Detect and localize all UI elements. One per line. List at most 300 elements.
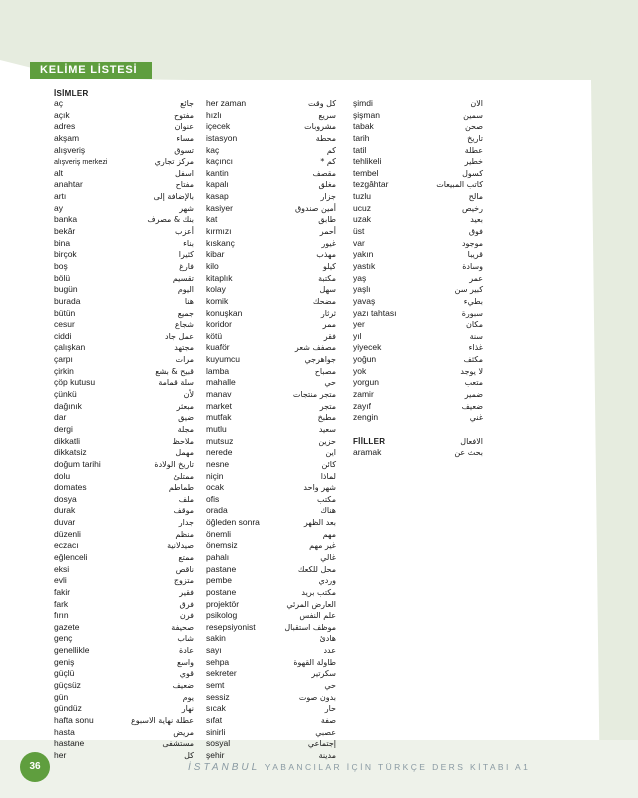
vocab-row (353, 401, 483, 413)
arabic-translation: مصباح (314, 366, 336, 376)
turkish-word: kıskanç (206, 237, 235, 248)
turkish-word: hasta (54, 726, 75, 737)
vocab-row (206, 284, 336, 296)
arabic-translation: العارض المرئي (286, 599, 336, 609)
turkish-word: lamba (206, 365, 230, 376)
arabic-translation: ضمير (464, 390, 483, 400)
vocab-row (54, 692, 194, 704)
turkish-word: yer (353, 319, 365, 330)
turkish-word: şişman (353, 109, 380, 120)
vocab-row (54, 401, 194, 413)
vocab-row (54, 98, 194, 110)
arabic-translation: مضحك (312, 296, 336, 306)
arabic-translation: موجود (461, 238, 483, 248)
arabic-translation: صيدلانية (167, 541, 194, 551)
turkish-word: var (353, 237, 365, 248)
book-title-footer (188, 762, 530, 773)
turkish-word: sıcak (206, 703, 226, 714)
vocab-row (54, 727, 194, 739)
arabic-translation: حزين (318, 436, 336, 446)
turkish-word: mutlu (206, 423, 227, 434)
arabic-translation: هناك (320, 506, 336, 516)
arabic-translation: عطلة (464, 145, 483, 155)
turkish-word: istasyon (206, 132, 238, 143)
turkish-word: niçin (206, 470, 224, 481)
arabic-translation: تقسيم (172, 273, 194, 283)
turkish-word: aç (54, 98, 63, 108)
turkish-word: gündüz (54, 703, 82, 714)
vocab-row (353, 145, 483, 157)
vocab-row (54, 471, 194, 483)
arabic-translation: شاب (177, 634, 194, 644)
turkish-word: mahalle (206, 377, 236, 388)
turkish-word: tehlikeli (353, 156, 382, 167)
vocab-row (54, 645, 194, 657)
arabic-translation: فارغ (179, 261, 194, 271)
vocab-row (206, 505, 336, 517)
vocab-row (206, 727, 336, 739)
turkish-word: tembel (353, 167, 379, 178)
turkish-word: çünkü (54, 389, 77, 400)
vocab-row (206, 133, 336, 145)
turkish-word: sekreter (206, 668, 237, 679)
turkish-word: eksi (54, 563, 70, 574)
turkish-word: eczacı (54, 540, 79, 551)
turkish-word: ucuz (353, 202, 371, 213)
arabic-translation: مطبخ (317, 413, 336, 423)
arabic-translation: ممر (322, 320, 336, 330)
arabic-translation: لأن (183, 390, 194, 400)
arabic-translation: أحمر (319, 227, 336, 237)
turkish-word: doğum tarihi (54, 458, 101, 469)
vocab-row (54, 238, 194, 250)
turkish-word: çarpı (54, 354, 73, 365)
turkish-word: genellikle (54, 645, 90, 656)
arabic-translation: حار (324, 704, 336, 714)
vocab-row (206, 389, 336, 401)
arabic-translation: متجر (319, 401, 336, 411)
arabic-translation: حي (324, 378, 336, 388)
vocab-row (54, 121, 194, 133)
vocab-row (54, 273, 194, 285)
arabic-translation: مجتهد (174, 343, 194, 353)
nouns-section-title: İSİMLER (54, 89, 89, 98)
vocab-row (353, 296, 483, 308)
vocab-row (353, 389, 483, 401)
vocab-row (206, 226, 336, 238)
turkish-word: tatil (353, 144, 367, 155)
vocab-row (206, 342, 336, 354)
turkish-word: kolay (206, 284, 226, 295)
turkish-word: evli (54, 575, 67, 586)
vocab-row (353, 308, 483, 320)
turkish-word: yok (353, 365, 367, 376)
arabic-translation: ملف (178, 494, 194, 504)
vocab-row (353, 354, 483, 366)
vocab-row (353, 191, 483, 203)
book-brand: İSTANBUL (188, 762, 261, 773)
vocab-row (353, 133, 483, 145)
arabic-translation: مكتبة (318, 273, 336, 283)
turkish-word: hızlı (206, 109, 222, 120)
turkish-word: çalışkan (54, 342, 86, 353)
turkish-word: mutsuz (206, 435, 234, 446)
turkish-word: artı (54, 191, 67, 202)
vocab-row (54, 447, 194, 459)
arabic-translation: طاولة القهوة (293, 657, 336, 667)
arabic-translation: كيلو (322, 261, 336, 271)
vocab-row (206, 552, 336, 564)
turkish-word: dolu (54, 470, 71, 481)
vocab-row (54, 354, 194, 366)
arabic-translation: مهمل (175, 448, 194, 458)
turkish-word: manav (206, 389, 232, 400)
turkish-word: yazı tahtası (353, 307, 397, 318)
arabic-translation: بالإضافة إلى (153, 192, 194, 202)
vocab-row (353, 238, 483, 250)
vocab-row (206, 599, 336, 611)
vocab-row (353, 261, 483, 273)
turkish-word: cesur (54, 319, 75, 330)
arabic-translation: كثيرا (178, 250, 194, 260)
vocab-row (54, 319, 194, 331)
arabic-translation: مجلة (177, 424, 194, 434)
turkish-word: eğlenceli (54, 551, 88, 562)
arabic-translation: كم * (320, 157, 336, 167)
arabic-translation: مالح (468, 192, 483, 202)
turkish-word: hastane (54, 738, 85, 749)
arabic-translation: سمين (463, 110, 483, 120)
turkish-word: yaşlı (353, 284, 371, 295)
turkish-word: burada (54, 295, 81, 306)
vocab-row (54, 494, 194, 506)
vocab-row (206, 564, 336, 576)
vocab-row (206, 645, 336, 657)
vocab-row (54, 668, 194, 680)
verbs-section-title: FİİLLER (353, 436, 386, 446)
vocab-row (54, 191, 194, 203)
arabic-translation: جميع (177, 308, 194, 318)
turkish-word: resepsiyonist (206, 621, 256, 632)
vocab-row (54, 703, 194, 715)
arabic-translation: كل وقت (308, 99, 336, 108)
arabic-translation: كسول (462, 168, 483, 178)
turkish-word: gün (54, 691, 69, 702)
turkish-word: market (206, 400, 232, 411)
vocab-row (353, 412, 483, 424)
vocab-row (206, 622, 336, 634)
vocab-row (206, 587, 336, 599)
arabic-translation: مهذب (316, 250, 336, 260)
turkish-word: projektör (206, 598, 240, 609)
turkish-word: çirkin (54, 365, 74, 376)
vocab-row (54, 599, 194, 611)
arabic-translation: سريع (318, 110, 336, 120)
vocab-row (54, 226, 194, 238)
arabic-translation: علم النفس (299, 611, 336, 621)
arabic-translation: طماطم (168, 483, 194, 493)
vocab-row (353, 121, 483, 133)
arabic-translation: مبعثر (176, 401, 194, 411)
vocab-row (353, 156, 483, 168)
arabic-translation: سهل (319, 285, 336, 295)
arabic-translation: أعزب (175, 227, 194, 237)
arabic-translation: غالي (320, 552, 336, 562)
vocab-row (54, 110, 194, 122)
turkish-word: kırmızı (206, 226, 232, 237)
vocab-row (54, 575, 194, 587)
vocab-row (206, 680, 336, 692)
arabic-translation: غذاء (468, 343, 483, 353)
arabic-translation: كل (184, 750, 194, 760)
vocab-row (206, 529, 336, 541)
turkish-word: kantin (206, 167, 229, 178)
arabic-translation: بعيد (470, 215, 483, 225)
turkish-word: birçok (54, 249, 77, 260)
page-number-badge: 36 (20, 752, 50, 782)
arabic-translation: قبيح & بشع (155, 366, 194, 376)
vocab-row (54, 133, 194, 145)
arabic-translation: محل للكعك (297, 564, 336, 574)
turkish-word: anahtar (54, 179, 83, 190)
arabic-translation: بعد الظهر (303, 518, 336, 528)
turkish-word: dikkatsiz (54, 447, 87, 458)
turkish-word: yastık (353, 260, 376, 271)
vocabulary-list-banner: KELİME LİSTESİ (30, 62, 152, 79)
turkish-word: zamir (353, 389, 374, 400)
turkish-word: dar (54, 412, 67, 423)
vocab-row (206, 168, 336, 180)
arabic-translation: مفتوح (173, 110, 194, 120)
turkish-word: kuaför (206, 342, 230, 353)
vocab-row (206, 575, 336, 587)
arabic-translation: يوم (182, 692, 194, 702)
vocab-row (353, 377, 483, 389)
turkish-word: bekâr (54, 226, 76, 237)
vocab-row (54, 680, 194, 692)
turkish-word: durak (54, 505, 76, 516)
turkish-word: bugün (54, 284, 78, 295)
arabic-translation: رخيص (461, 203, 483, 213)
vocab-row (206, 668, 336, 680)
arabic-translation: واسع (176, 657, 194, 667)
arabic-translation: صفة (320, 715, 336, 725)
arabic-translation: جائع (180, 99, 194, 108)
vocab-row (353, 447, 483, 459)
turkish-word: tarih (353, 132, 370, 143)
arabic-translation: ممتلئ (173, 471, 194, 481)
arabic-translation: تاريخ الولادة (154, 459, 194, 469)
vocab-row (353, 98, 483, 110)
turkish-word: koridor (206, 319, 232, 330)
vocab-row (54, 715, 194, 727)
arabic-translation: بدون صوت (298, 692, 336, 702)
vocab-row (353, 284, 483, 296)
turkish-word: boş (54, 260, 68, 271)
turkish-word: orada (206, 505, 228, 516)
arabic-translation: مشروبات (304, 122, 336, 132)
vocab-row (54, 587, 194, 599)
vocab-row (54, 564, 194, 576)
vocab-row (54, 412, 194, 424)
vocab-row (206, 331, 336, 343)
turkish-word: dergi (54, 423, 73, 434)
turkish-word: hafta sonu (54, 714, 94, 725)
arabic-translation: نهار (181, 704, 194, 714)
arabic-translation: قوي (179, 669, 194, 679)
vocab-row (54, 633, 194, 645)
turkish-word: yoğun (353, 354, 377, 365)
vocab-row (54, 179, 194, 191)
vocab-row (206, 354, 336, 366)
turkish-word: öğleden sonra (206, 517, 260, 528)
turkish-word: semt (206, 680, 225, 691)
vocab-row (54, 657, 194, 669)
turkish-word: sessiz (206, 691, 230, 702)
arabic-translation: موقف (173, 506, 194, 516)
arabic-translation: هادئ (319, 634, 336, 644)
turkish-word: üst (353, 226, 365, 237)
turkish-word: ocak (206, 482, 224, 493)
turkish-word: sinirli (206, 726, 226, 737)
arabic-translation: عنوان (174, 122, 194, 132)
turkish-word: yaş (353, 272, 367, 283)
verbs-section-row (353, 436, 483, 448)
arabic-translation: هنا (184, 296, 194, 306)
arabic-translation: جزار (320, 192, 336, 202)
turkish-word: pahalı (206, 551, 230, 562)
arabic-translation: مصفف شعر (294, 343, 336, 353)
arabic-translation: ثرثار (320, 308, 336, 318)
vocab-row (206, 366, 336, 378)
turkish-word: her zaman (206, 98, 247, 108)
arabic-translation: ضعيف (172, 681, 194, 691)
vocab-row (206, 738, 336, 750)
vocab-row (353, 203, 483, 215)
vocab-row (353, 273, 483, 285)
turkish-word: genç (54, 633, 73, 644)
arabic-translation: عادة (179, 646, 194, 656)
turkish-word: güçlü (54, 668, 75, 679)
vocab-row (54, 505, 194, 517)
vocab-row (206, 517, 336, 529)
vocab-row (206, 98, 336, 110)
arabic-translation: متعب (464, 378, 483, 388)
turkish-word: kasap (206, 191, 229, 202)
turkish-word: akşam (54, 132, 80, 143)
turkish-word: şimdi (353, 98, 373, 108)
arabic-translation: مكتب (317, 494, 336, 504)
arabic-translation: مهم (322, 529, 336, 539)
vocab-row (54, 436, 194, 448)
turkish-word: yavaş (353, 295, 376, 306)
verbs-section-title-arabic: الافعال (460, 436, 483, 446)
vocab-row (54, 529, 194, 541)
arabic-translation: مركز تجاري (154, 157, 194, 167)
arabic-translation: اسفل (174, 168, 194, 178)
arabic-translation: تسوق (174, 145, 194, 155)
book-subtitle: YABANCILAR İÇİN TÜRKÇE DERS KİTABI A1 (264, 762, 531, 772)
vocab-row (206, 424, 336, 436)
turkish-word: çöp kutusu (54, 377, 96, 388)
arabic-translation: سنة (469, 331, 483, 341)
turkish-word: tezgâhtar (353, 179, 389, 190)
vocab-row (54, 377, 194, 389)
arabic-translation: مستشفى (162, 739, 194, 749)
turkish-word: gazete (54, 621, 80, 632)
arabic-translation: مكتب بريد (301, 587, 336, 597)
vocab-row (206, 296, 336, 308)
arabic-translation: سكرتير (311, 669, 336, 679)
arabic-translation: فرن (179, 611, 194, 621)
vocab-row (54, 750, 194, 762)
vocab-row (54, 366, 194, 378)
turkish-word: aramak (353, 447, 382, 458)
vocab-row (206, 377, 336, 389)
vocab-row (206, 249, 336, 261)
arabic-translation: مساء (176, 133, 194, 143)
turkish-word: her (54, 749, 67, 760)
vocab-row (353, 226, 483, 238)
arabic-translation: وردي (318, 576, 336, 586)
vocab-row (54, 517, 194, 529)
arabic-translation: مكثف (463, 355, 483, 365)
arabic-translation: ناقص (175, 564, 194, 574)
arabic-translation: غير مهم (309, 541, 336, 551)
arabic-translation: ضيق (178, 413, 194, 423)
vocab-row (54, 424, 194, 436)
arabic-translation: كبير سن (454, 285, 483, 295)
vocab-row (206, 214, 336, 226)
turkish-word: kaç (206, 144, 220, 155)
turkish-word: kasiyer (206, 202, 233, 213)
arabic-translation: مرات (175, 355, 194, 365)
arabic-translation: جواهرجي (304, 355, 336, 365)
turkish-word: sakin (206, 633, 226, 644)
vocab-row (206, 145, 336, 157)
vocab-row (206, 482, 336, 494)
turkish-word: bütün (54, 307, 76, 318)
arabic-translation: ممتع (178, 552, 194, 562)
arabic-translation: تاريخ (467, 133, 483, 143)
vocab-row (54, 284, 194, 296)
arabic-translation: وسادة (462, 261, 483, 271)
arabic-translation: مدينة (318, 750, 336, 760)
arabic-translation: كم (326, 145, 336, 155)
turkish-word: kapalı (206, 179, 229, 190)
turkish-word: tuzlu (353, 191, 371, 202)
turkish-word: kuyumcu (206, 354, 241, 365)
arabic-translation: شجاع (174, 320, 194, 330)
arabic-translation: شهر (179, 203, 194, 213)
vocab-row (54, 249, 194, 261)
turkish-word: alışveriş merkezi (54, 157, 108, 167)
turkish-word: kat (206, 214, 218, 225)
vocab-row (54, 389, 194, 401)
arabic-translation: خطير (464, 157, 483, 167)
vocab-row (353, 249, 483, 261)
arabic-translation: غني (469, 413, 483, 423)
turkish-word: duvar (54, 517, 76, 528)
turkish-word: fakir (54, 586, 71, 597)
vocab-row (206, 273, 336, 285)
turkish-word: konuşkan (206, 307, 243, 318)
turkish-word: kibar (206, 249, 225, 260)
vocabulary-column-3 (353, 98, 483, 459)
turkish-word: yıl (353, 330, 362, 341)
vocab-row (353, 168, 483, 180)
vocab-row (206, 121, 336, 133)
